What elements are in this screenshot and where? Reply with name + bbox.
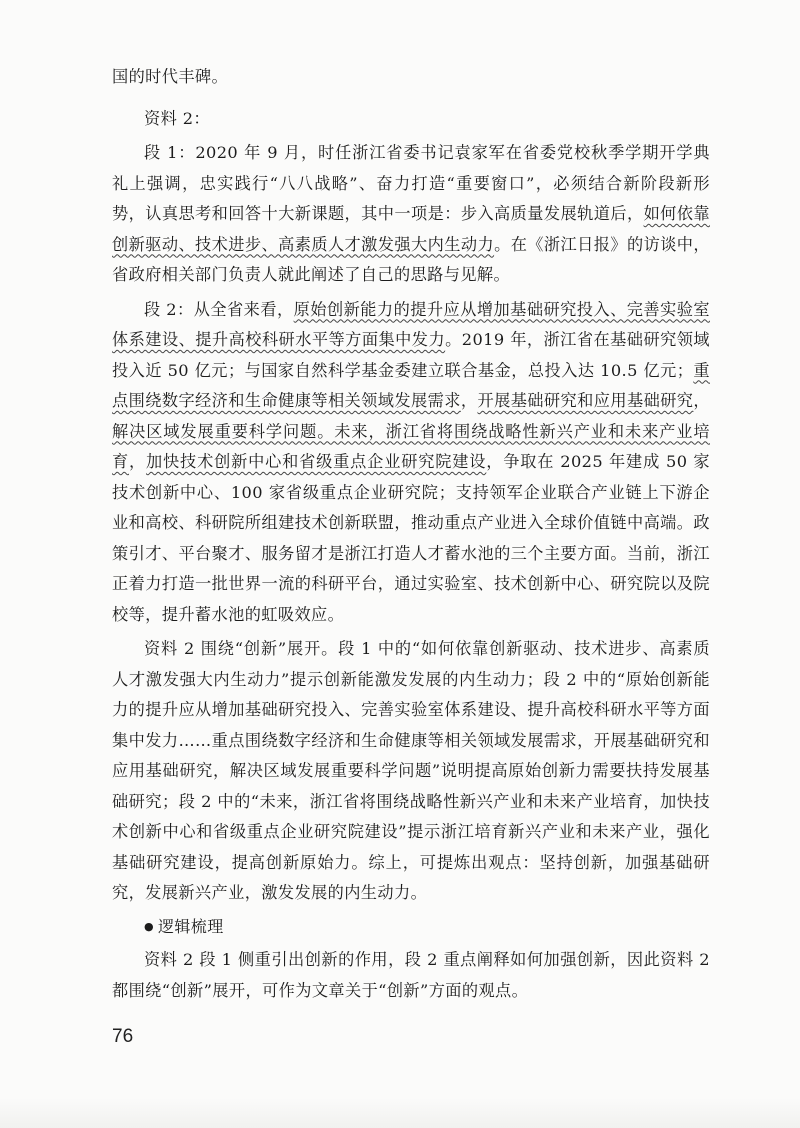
section-title: 逻辑梳理 bbox=[158, 916, 224, 936]
p2-suffix: ，争取在 2025 年建成 50 家技术创新中心、100 家省级重点企业研究院；支持领军企业联合产业链上下游企业和高校、科研院所组建技术创新联盟，推动重点产业进入全球价值链中高端。政策引才、平台聚才、服务留才是浙江打造人才蓄水池的三个主要方面。当前，浙江正着力打造一批世界一流的科研平台，通过实验室、技术创新中心、研究院以及院校等，提升蓄水池的虹吸效应。 bbox=[112, 452, 711, 624]
section-heading bbox=[112, 912, 710, 943]
page-number: 76 bbox=[112, 1026, 134, 1047]
p2-underline-1: 原始创新能力的提升应从增加基础研究投入、完善实验室体系建设、提升高校科研水平等方面集中发力 bbox=[112, 299, 710, 349]
p2-underline-3: 开展基础研究和应用基础研究 bbox=[477, 391, 694, 410]
top-line: 国的时代丰碑。 bbox=[112, 67, 229, 86]
p2-prefix: 段 2：从全省来看， bbox=[144, 299, 294, 319]
p2-text-3: ， bbox=[693, 391, 711, 410]
p1-suffix: 。在《浙江日报》的访谈中，省政府相关部门负责人就此阐述了自己的思路与见解。 bbox=[112, 234, 711, 284]
p2-text-4: ， bbox=[129, 452, 147, 471]
p2-underline-2: 重点围绕数字经济和生命健康等相关领域发展需求 bbox=[112, 360, 710, 410]
p2-underline-4: 解决区域发展重要科学问题。未来，浙江省将围绕战略性新兴产业和未来产业培育 bbox=[112, 421, 710, 471]
logic-paragraph: 资料 2 段 1 侧重引出创新的作用，段 2 重点阐释如何加强创新，因此资料 2 都围绕“创新”展开，可作为文章关于“创新”方面的观点。 bbox=[112, 950, 710, 1000]
p1-underline-1: 如何依靠创新驱动、技术进步、高素质人才激发强大内生动力 bbox=[112, 204, 710, 254]
p2-underline-5: 加快技术创新中心和省级重点企业研究院建设 bbox=[146, 452, 487, 471]
material-label: 资料 2： bbox=[144, 108, 211, 128]
bullet-icon: ● bbox=[144, 919, 154, 933]
p2-text-2: ， bbox=[460, 391, 478, 410]
paragraph-2 bbox=[112, 295, 710, 631]
analysis-paragraph: 资料 2 围绕“创新”展开。段 1 中的“如何依靠创新驱动、技术进步、高素质人才激发强大内生动力”提示创新能激发发展的内生动力；段 2 中的“原始创新能力的提升应从增加基础研究投入、完善实验室体系建设、提升高校科研水平等方面集中发力……重点围绕数字经济和生命健康等相关领域发展需求，开展基础研究和应用基础研究，解决区域发展重要科学问题”说明提高原始创新力需要扶持发展基础研究；段 2 中的“未来，浙江省将围绕战略性新兴产业和未来产业培育，加快技术创新中心和省级重点企业研究院建设”提示浙江培育新兴产业和未来产业，强化基础研究建设，提高创新原始力。综上，可提炼出观点：坚持创新，加强基础研究，发展新兴产业，激发发展的内生动力。 bbox=[112, 639, 710, 902]
p1-prefix: 段 1：2020 年 9 月，时任浙江省委书记袁家军在省委党校秋季学期开学典礼上强调，忠实践行“八八战略”、奋力打造“重要窗口”，必须结合新阶段新形势，认真思考和回答十大新课题，其中一项是：步入高质量发展轨道后， bbox=[112, 143, 710, 223]
p2-text-1: 。2019 年，浙江省在基础研究领域投入近 50 亿元；与国家自然科学基金委建立联合基金，总投入达 10.5 亿元； bbox=[112, 330, 710, 380]
body-text bbox=[112, 62, 710, 1006]
scan-edge bbox=[0, 1098, 800, 1128]
paragraph-1 bbox=[112, 138, 710, 291]
